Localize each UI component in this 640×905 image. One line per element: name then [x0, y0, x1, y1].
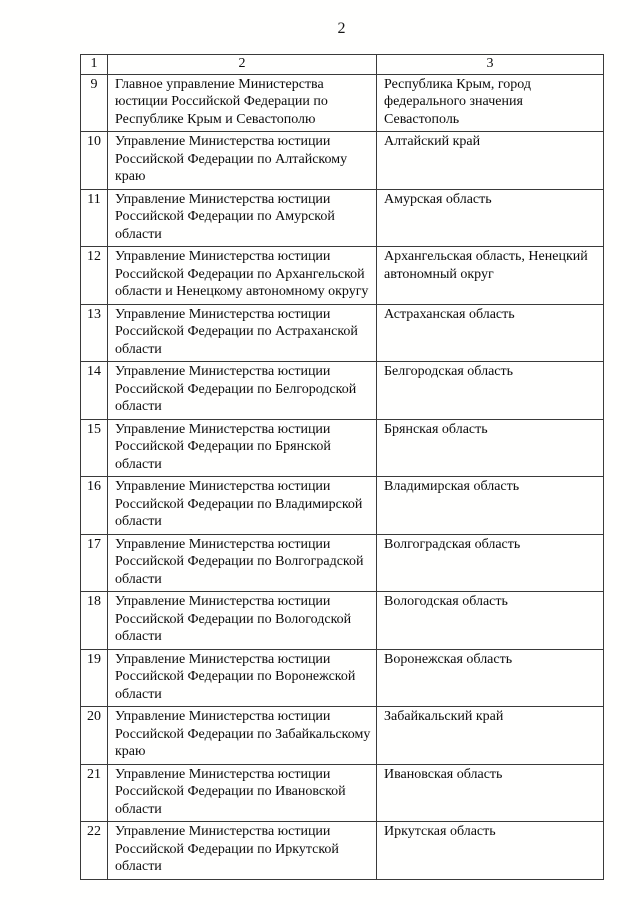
row-territory: Вологодская область [377, 592, 604, 650]
row-territory: Иркутская область [377, 822, 604, 880]
row-number: 9 [81, 74, 108, 132]
row-authority: Управление Министерства юстиции Российской Федерации по Владимирской области [108, 477, 377, 535]
table-row [81, 247, 604, 305]
row-number: 18 [81, 592, 108, 650]
row-territory: Астраханская область [377, 304, 604, 362]
table-row [81, 304, 604, 362]
row-authority: Управление Министерства юстиции Российской Федерации по Алтайскому краю [108, 132, 377, 190]
registry-table [80, 54, 604, 880]
row-territory: Воронежская область [377, 649, 604, 707]
row-authority: Управление Министерства юстиции Российской Федерации по Воронежской области [108, 649, 377, 707]
table-row [81, 74, 604, 132]
table-row [81, 189, 604, 247]
row-authority: Управление Министерства юстиции Российской Федерации по Иркутской области [108, 822, 377, 880]
row-authority: Управление Министерства юстиции Российской Федерации по Архангельской области и Ненецкому автономному округу [108, 247, 377, 305]
row-territory: Брянская область [377, 419, 604, 477]
page-number: 2 [337, 20, 346, 37]
row-territory: Белгородская область [377, 362, 604, 420]
row-territory: Владимирская область [377, 477, 604, 535]
column-header-1: 1 [81, 55, 108, 75]
row-authority: Управление Министерства юстиции Российской Федерации по Ивановской области [108, 764, 377, 822]
row-number: 15 [81, 419, 108, 477]
table-body [81, 74, 604, 879]
table-row [81, 132, 604, 190]
row-territory: Алтайский край [377, 132, 604, 190]
column-header-3: 3 [377, 55, 604, 75]
row-territory: Республика Крым, город федерального значения Севастополь [377, 74, 604, 132]
row-authority: Управление Министерства юстиции Российской Федерации по Вологодской области [108, 592, 377, 650]
row-authority: Управление Министерства юстиции Российской Федерации по Белгородской области [108, 362, 377, 420]
row-territory: Амурская область [377, 189, 604, 247]
row-number: 20 [81, 707, 108, 765]
table-row [81, 822, 604, 880]
table-row [81, 764, 604, 822]
row-number: 10 [81, 132, 108, 190]
row-territory: Архангельская область, Ненецкий автономный округ [377, 247, 604, 305]
row-number: 21 [81, 764, 108, 822]
table-row [81, 649, 604, 707]
row-authority: Управление Министерства юстиции Российской Федерации по Забайкальскому краю [108, 707, 377, 765]
row-authority: Управление Министерства юстиции Российской Федерации по Брянской области [108, 419, 377, 477]
table-row [81, 707, 604, 765]
column-header-2: 2 [108, 55, 377, 75]
row-territory: Ивановская область [377, 764, 604, 822]
row-number: 17 [81, 534, 108, 592]
table-row [81, 534, 604, 592]
row-territory: Волгоградская область [377, 534, 604, 592]
row-number: 13 [81, 304, 108, 362]
table-row [81, 362, 604, 420]
row-number: 14 [81, 362, 108, 420]
table-header-row [81, 55, 604, 75]
table-row [81, 592, 604, 650]
table-row [81, 477, 604, 535]
row-number: 16 [81, 477, 108, 535]
row-authority: Управление Министерства юстиции Российской Федерации по Амурской области [108, 189, 377, 247]
row-territory: Забайкальский край [377, 707, 604, 765]
row-number: 12 [81, 247, 108, 305]
row-authority: Управление Министерства юстиции Российской Федерации по Волгоградской области [108, 534, 377, 592]
row-number: 22 [81, 822, 108, 880]
row-number: 19 [81, 649, 108, 707]
row-authority: Главное управление Министерства юстиции Российской Федерации по Республике Крым и Севастополю [108, 74, 377, 132]
table-row [81, 419, 604, 477]
row-authority: Управление Министерства юстиции Российской Федерации по Астраханской области [108, 304, 377, 362]
row-number: 11 [81, 189, 108, 247]
